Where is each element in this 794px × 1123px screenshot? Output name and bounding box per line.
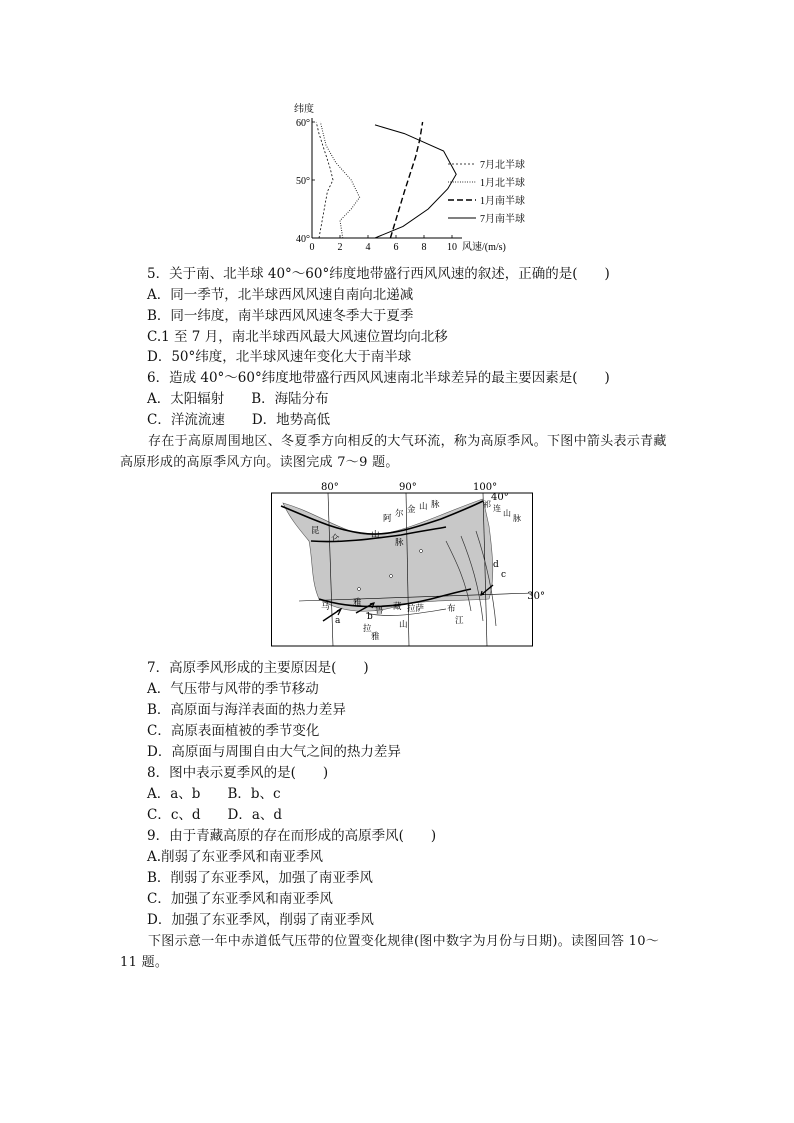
plateau-map-svg [271, 481, 545, 647]
map-label-altun-3: 金 [407, 505, 416, 515]
map-label-yarlung-2: 鲁 [375, 606, 384, 616]
y-tick-label: 60° [296, 118, 310, 129]
map-label-qilian-2: 连 [493, 504, 501, 513]
map-label-himalaya-1: 马 [321, 602, 330, 612]
legend-label-3: 1月南半球 [480, 196, 525, 207]
q6-options-cd: C．洋流流速 D．地势高低 [147, 412, 331, 428]
intro-paragraph-7-9: 存在于高原周围地区、冬夏季方向相反的大气环流，称为高原季风。下图中箭头表示青藏高原形成的高原季风方向。读图完成 7～9 题。 [120, 434, 667, 470]
q6-options-ab: A．太阳辐射 B．海陆分布 [147, 391, 329, 407]
lat-label-40: 40° [491, 492, 509, 503]
q7-option-b: B．高原面与海洋表面的热力差异 [147, 702, 346, 718]
map-label-yarlung-4: 布 [447, 604, 456, 614]
q5-option-b: B．同一纬度，南半球西风风速冬季大于夏季 [147, 308, 414, 324]
lon-label-90: 90° [399, 482, 417, 493]
q7-stem: 7．高原季风形成的主要原因是( ) [147, 660, 369, 676]
series-line-1 [316, 122, 333, 238]
lon-label-100: 100° [473, 482, 498, 493]
x-tick-label: 2 [337, 242, 343, 253]
y-tick-label: 50° [296, 176, 310, 187]
map-label-kunlun-2: 仑 [331, 534, 340, 544]
wind-speed-chart-svg [280, 100, 550, 258]
q9-option-d: D．加强了东亚季风，削弱了南亚季风 [147, 912, 374, 928]
q5-option-c: C.1 至 7 月，南北半球西风最大风速位置均向北移 [147, 329, 448, 345]
x-tick-label: 6 [393, 242, 399, 253]
x-tick-label: 0 [309, 242, 315, 253]
arrow-label-c: c [501, 570, 507, 580]
map-label-lhasa: 拉萨 [407, 604, 425, 614]
map-label-yarlung-5: 江 [455, 616, 464, 626]
map-label-kunlun-1: 昆 [311, 526, 320, 536]
wind-speed-chart [280, 100, 550, 258]
q9-option-b: B．削弱了东亚季风，加强了南亚季风 [147, 870, 373, 886]
plateau-monsoon-map [271, 481, 545, 647]
q5-option-a: A．同一季节，北半球西风风速自南向北递减 [147, 287, 414, 303]
q7-option-d: D．高原面与周围自由大气之间的热力差异 [147, 744, 401, 760]
map-label-altun-1: 阿 [383, 514, 392, 524]
q9-option-c: C．加强了东亚季风和南亚季风 [147, 891, 333, 907]
q5-option-d: D．50°纬度，北半球风速年变化大于南半球 [147, 349, 412, 365]
map-label-qilian-4: 脉 [513, 514, 521, 523]
legend-label-4: 7月南半球 [480, 214, 525, 225]
arrow-label-a: a [335, 616, 341, 626]
map-label-himalaya-3: 雅 [371, 632, 380, 642]
map-label-himalaya-4: 山 [399, 620, 408, 630]
x-tick-label: 10 [447, 242, 457, 253]
q7-option-a: A．气压带与风带的季节移动 [147, 681, 319, 697]
legend-label-1: 7月北半球 [480, 160, 525, 171]
y-tick-label: 40° [296, 234, 310, 245]
lake [358, 588, 361, 591]
intro-paragraph-10-11: 下图示意一年中赤道低气压带的位置变化规律(图中数字为月份与日期)。读图回答 10～11 题。 [120, 934, 660, 970]
lake [420, 550, 423, 553]
q5-stem: 5．关于南、北半球 40°～60°纬度地带盛行西风风速的叙述，正确的是( ) [147, 266, 610, 282]
q8-options-cd: C．c、d D．a、d [147, 807, 283, 823]
q8-options-ab: A．a、b B．b、c [147, 786, 281, 802]
map-label-qilian-1: 祁 [483, 500, 491, 509]
lat-label-30: 30° [527, 591, 545, 602]
map-label-yarlung-3: 藏 [393, 602, 402, 612]
lon-label-80: 80° [321, 482, 339, 493]
legend-label-2: 1月北半球 [480, 178, 525, 189]
q9-option-a: A.削弱了东亚季风和南亚季风 [147, 849, 324, 865]
lake [390, 575, 393, 578]
q9-stem: 9．由于青藏高原的存在而形成的高原季风( ) [147, 828, 437, 844]
map-label-kunlun-4: 脉 [395, 538, 404, 548]
map-label-himalaya-2: 拉 [363, 624, 372, 634]
arrow-label-b: b [367, 612, 373, 622]
series-line-2 [320, 122, 359, 238]
y-axis-label: 纬度 [294, 104, 314, 115]
series-line-4 [375, 125, 456, 238]
map-label-qilian-3: 山 [503, 509, 511, 518]
x-tick-label: 4 [365, 242, 371, 253]
map-label-altun-2: 尔 [395, 509, 404, 519]
arrow-label-d: d [493, 560, 499, 570]
map-label-altun-5: 脉 [431, 500, 440, 510]
map-label-yarlung-1: 雅 [353, 598, 362, 608]
x-tick-label: 8 [421, 242, 427, 253]
map-label-altun-4: 山 [419, 502, 428, 512]
q6-stem: 6．造成 40°～60°纬度地带盛行西风风速南北半球差异的最主要因素是( ) [147, 370, 610, 386]
q8-stem: 8．图中表示夏季风的是( ) [147, 765, 329, 781]
q7-option-c: C．高原表面植被的季节变化 [147, 723, 320, 739]
x-axis-label: 风速/(m/s) [462, 242, 506, 253]
map-label-kunlun-3: 山 [371, 530, 380, 540]
